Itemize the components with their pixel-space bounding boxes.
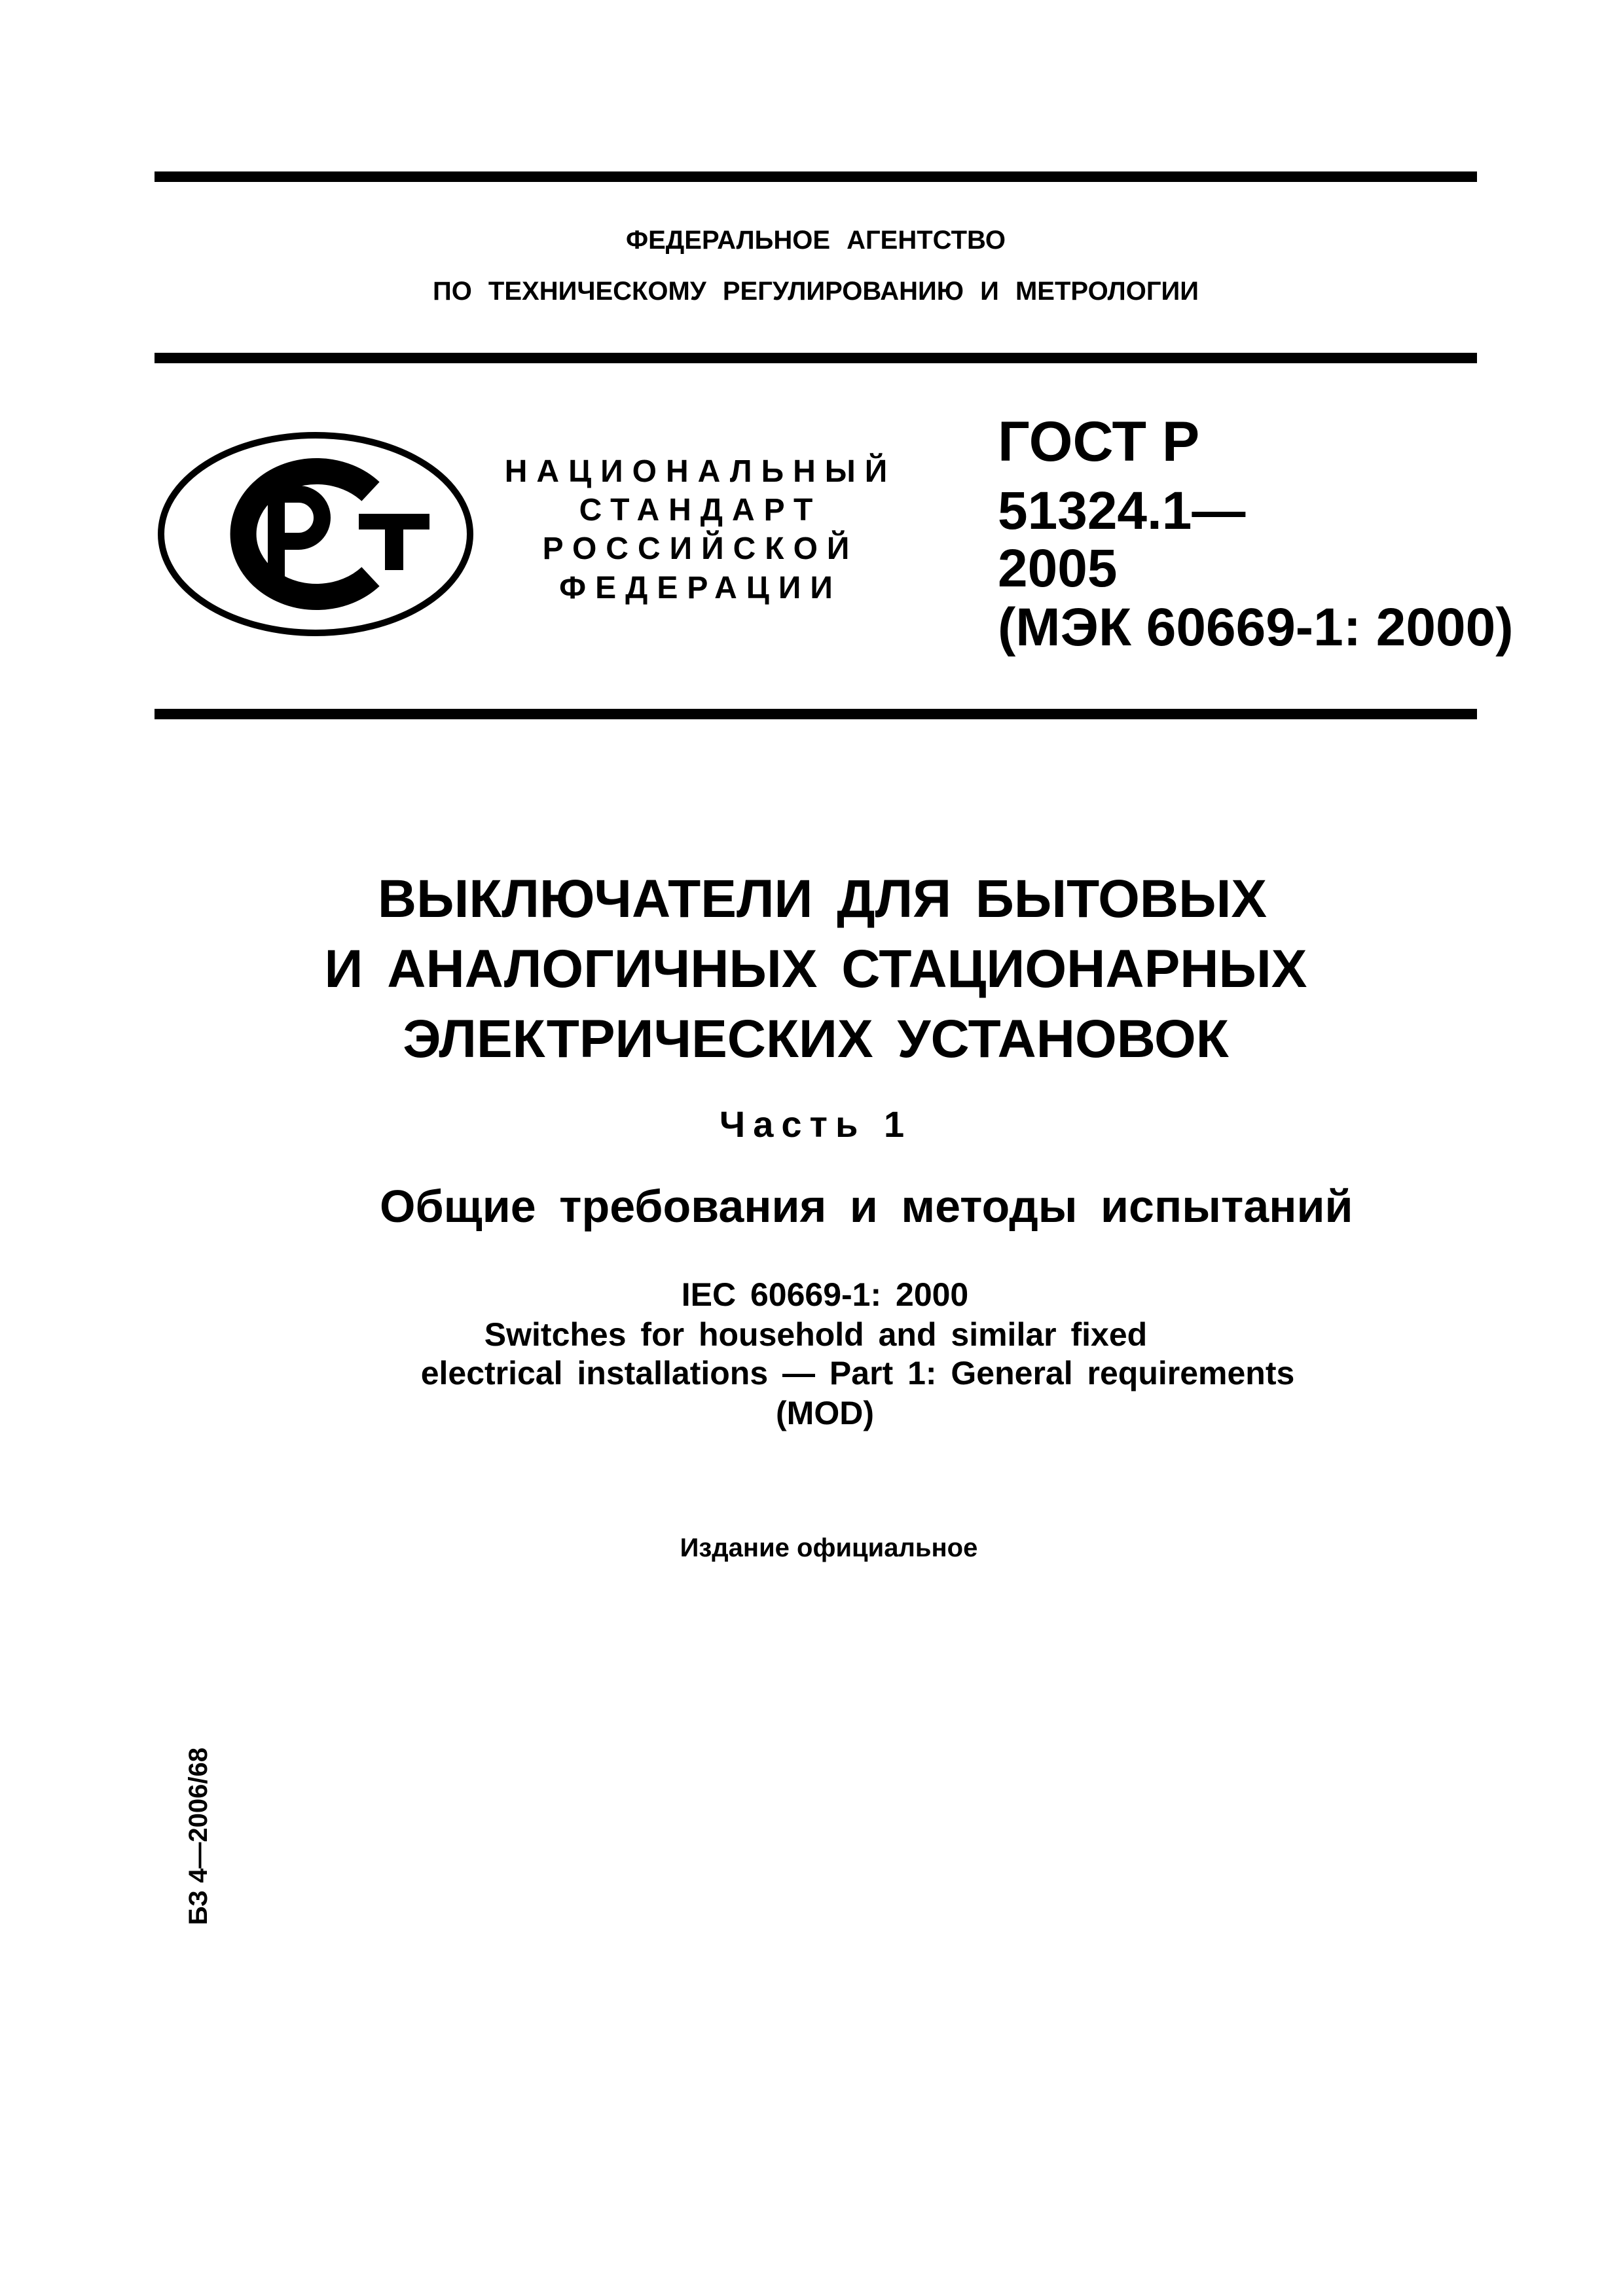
gost-designation-title: ГОСТ Р [998,410,1200,473]
document-title-line-3: ЭЛЕКТРИЧЕСКИХ УСТАНОВОК [403,1009,1229,1069]
standard-type-line-3: РОССИЙСКОЙ [542,531,859,566]
side-catalog-code-text: БЗ 4—2006/68 [184,1748,213,1926]
document-title-line-2: И АНАЛОГИЧНЫХ СТАЦИОНАРНЫХ [324,939,1307,999]
gost-designation-year: 2005 [998,539,1118,598]
gost-iec-reference: (МЭК 60669-1: 2000) [998,598,1514,657]
standard-type-line-2: СТАНДАРТ [579,493,822,528]
english-title-line-4: (MOD) [776,1395,874,1431]
agency-name-line-1: ФЕДЕРАЛЬНОЕ АГЕНТСТВО [625,226,1006,255]
agency-name-line-2: ПО ТЕХНИЧЕСКОМУ РЕГУЛИРОВАНИЮ И МЕТРОЛОГИИ [432,277,1199,306]
english-title-line-2: Switches for household and similar fixed [484,1316,1148,1353]
edition-note: Издание официальное [680,1534,978,1562]
document-subtitle: Общие требования и методы испытаний [380,1181,1353,1232]
document-title-line-1: ВЫКЛЮЧАТЕЛИ ДЛЯ БЫТОВЫХ [377,869,1267,929]
english-title-line-3: electrical installations — Part 1: General requirements [420,1355,1295,1391]
rst-certification-mark-icon [155,429,477,639]
english-title-line-1: IEC 60669-1: 2000 [681,1276,969,1313]
part-label: Часть 1 [719,1103,913,1145]
standard-type-line-1: НАЦИОНАЛЬНЫЙ [504,454,897,489]
top-rule [155,171,1477,182]
middle-rule [155,353,1477,363]
standard-type-line-4: ФЕДЕРАЦИИ [559,571,842,605]
gost-designation-number: 51324.1— [998,481,1246,541]
bottom-rule [155,709,1477,719]
